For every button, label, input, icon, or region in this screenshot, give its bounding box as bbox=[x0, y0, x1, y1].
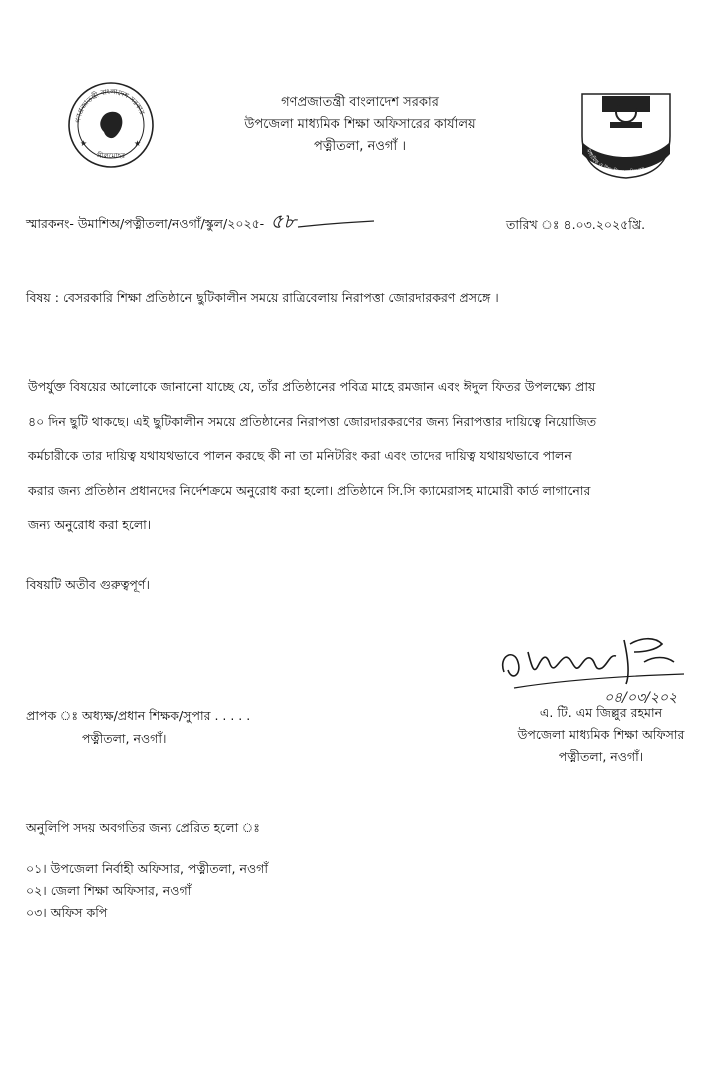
body-line: উপর্যুক্ত বিষয়ের আলোকে জানানো যাচ্ছে যে, তাঁর প্রতিষ্ঠানের পবিত্র মাহে রমজান এবং ঈদুল ফিতর উপলক্ষ্যে প্রায় bbox=[28, 379, 596, 394]
svg-text:★: ★ bbox=[134, 139, 142, 148]
copy-item: ০৩। অফিস কপি bbox=[26, 905, 108, 920]
copy-item: ০২। জেলা শিক্ষা অফিসার, নওগাঁ bbox=[26, 883, 192, 898]
handwritten-underline bbox=[296, 219, 376, 231]
recipient-line-2: পত্নীতলা, নওগাঁ। bbox=[82, 731, 167, 746]
svg-text:★: ★ bbox=[80, 139, 88, 148]
handwritten-signature bbox=[484, 622, 714, 708]
header-line-1: গণপ্রজাতন্ত্রী বাংলাদেশ সরকার bbox=[281, 95, 439, 110]
header-line-3: পত্নীতলা, নওগাঁ । bbox=[314, 139, 406, 154]
body-line: ৪০ দিন ছুটি থাকছে। এই ছুটিকালীন সময়ে প্রতিষ্ঠানের নিরাপত্তা জোরদারকরণের জন্য নিরাপত্তার দায়িত্বে নিয়োজিত bbox=[28, 413, 597, 429]
seal-arc-text: গণপ্রজাতন্ত্রী বাংলাদেশ সরকার bbox=[74, 87, 146, 124]
body-line: জন্য অনুরোধ করা হলো। bbox=[28, 517, 152, 532]
memo-ref-number: স্মারকনং- উমাশিঅ/পত্নীতলা/নওগাঁ/স্কুল/২০২৫- bbox=[26, 216, 265, 231]
body-line: করার জন্য প্রতিষ্ঠান প্রধানদের নির্দেশক্রমে অনুরোধ করা হলো। প্রতিষ্ঠানে সি.সি ক্যামেরাসহ মামোরী কার্ড লাগানোর bbox=[28, 482, 591, 498]
memo-ref-handwritten: ৫৮ bbox=[270, 209, 297, 233]
recipient-line-1: প্রাপক ঃ অধ্যক্ষ/প্রধান শিক্ষক/সুপার . . . . . bbox=[26, 708, 251, 723]
importance-note: বিষয়টি অতীব গুরুত্বপূর্ণ। bbox=[26, 577, 150, 592]
copy-heading: অনুলিপি সদয় অবগতির জন্য প্রেরিত হলো ঃ bbox=[26, 820, 260, 835]
logo-arc-text: মাধ্যমিক ও উচ্চ শিক্ষা অধিদপ্তর bbox=[584, 148, 646, 177]
signature-handwritten-date: ০৪/০৩/২০২ bbox=[604, 690, 678, 706]
body-line: কর্মচারীকে তার দায়িত্ব যথাযথভাবে পালন করছে কী না তা মনিটরিং করা এবং তাদের দায়িত্ব যথায়থভাবে পালন bbox=[28, 448, 572, 463]
signature-block bbox=[486, 702, 716, 768]
header-line-2: উপজেলা মাধ্যমিক শিক্ষা অফিসারের কার্যালয় bbox=[244, 117, 476, 132]
copy-list bbox=[26, 858, 268, 924]
signatory-place: পত্নীতলা, নওগাঁ। bbox=[558, 749, 644, 764]
signatory-name: এ. টি. এম জিল্লুর রহমান bbox=[539, 705, 663, 720]
memo-date: তারিখ ঃ ৪.০৩.২০২৫খ্রি. bbox=[506, 217, 646, 232]
signatory-title: উপজেলা মাধ্যমিক শিক্ষা অফিসার bbox=[517, 727, 685, 742]
memo-reference bbox=[26, 209, 376, 233]
directorate-logo-right bbox=[572, 84, 680, 180]
copy-item: ০১। উপজেলা নির্বাহী অফিসার, পত্নীতলা, নওগাঁ bbox=[26, 861, 268, 876]
body-paragraph bbox=[28, 370, 698, 543]
subject-line: বিষয় : বেসরকারি শিক্ষা প্রতিষ্ঠানে ছুটিকালীন সময়ে রাত্রিবেলায় নিরাপত্তা জোরদারকরণ প্রসঙ্গে । bbox=[26, 290, 499, 305]
seal-bottom-text: সীলমোহর bbox=[96, 152, 126, 160]
